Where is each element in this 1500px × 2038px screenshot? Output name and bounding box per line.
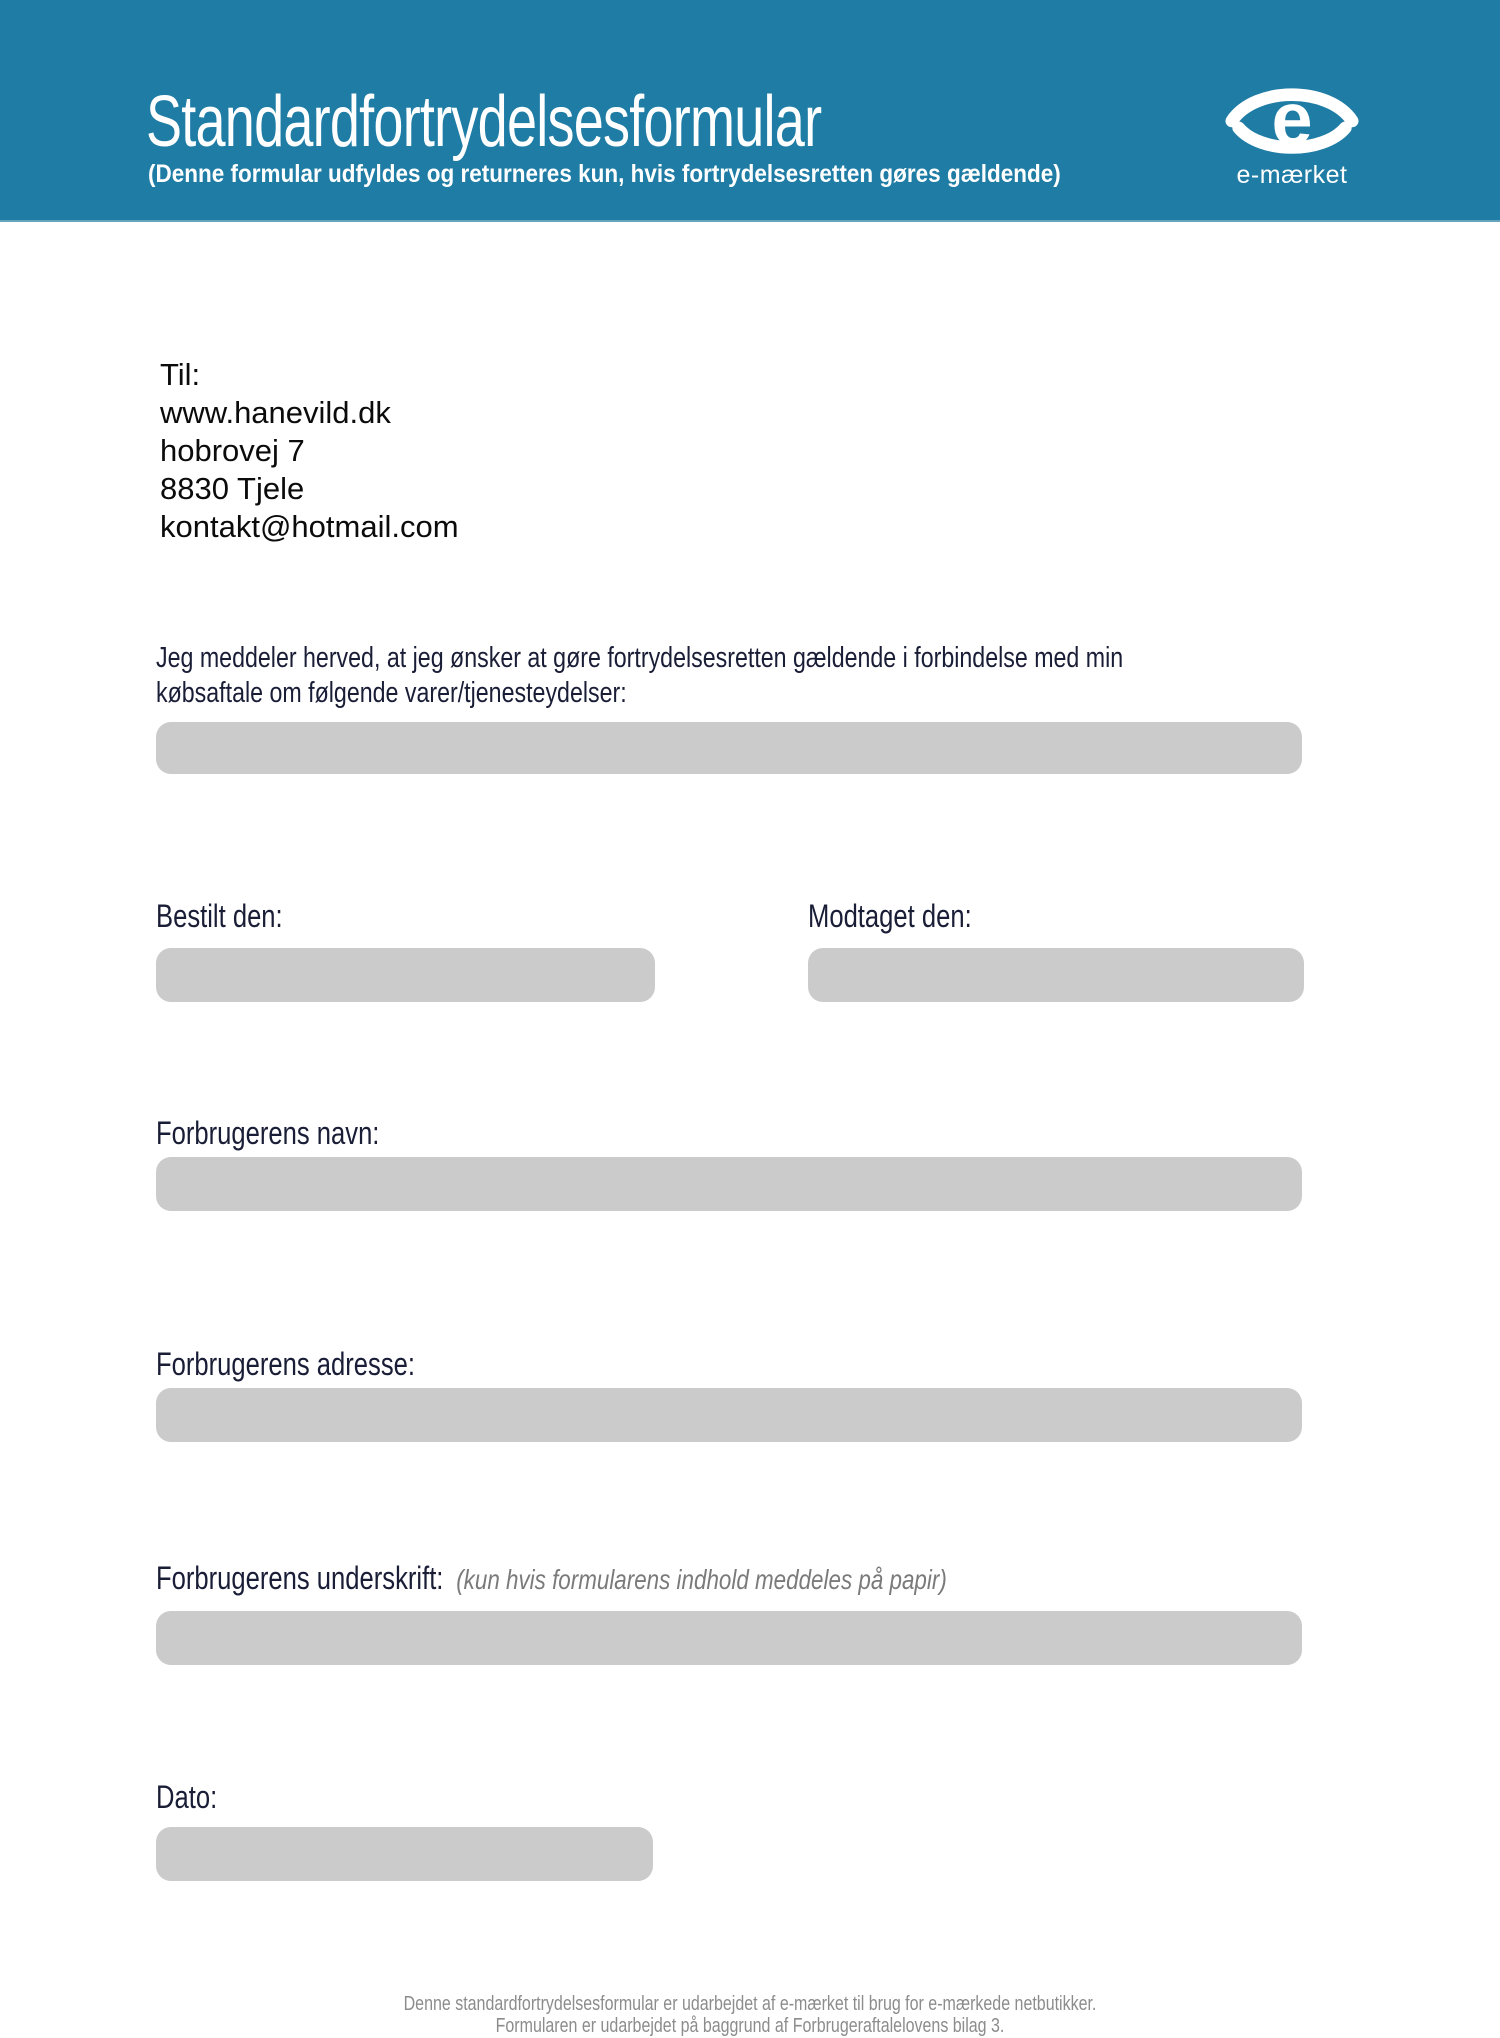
recipient-heading: Til: bbox=[160, 357, 201, 392]
form-header bbox=[0, 0, 1500, 222]
shop-url: www.hanevild.dk bbox=[160, 395, 391, 430]
items-input-field[interactable] bbox=[156, 722, 1302, 774]
shop-street: hobrovej 7 bbox=[160, 433, 305, 468]
intro-line-2: købsaftale om følgende varer/tjenesteydelser: bbox=[156, 677, 627, 709]
emaerket-logo bbox=[1222, 78, 1362, 188]
form-subtitle: (Denne formular udfyldes og returneres kun, hvis fortrydelsesretten gøres gældende) bbox=[148, 160, 1061, 188]
intro-paragraph bbox=[156, 641, 1123, 711]
ordered-date-input-field[interactable] bbox=[156, 948, 655, 1002]
form-footer bbox=[0, 1993, 1500, 2037]
emaerket-letter-e: e bbox=[1271, 78, 1313, 160]
signature-label-row bbox=[156, 1560, 947, 1598]
footer-line-2: Formularen er udarbejdet på baggrund af Forbrugeraftalelovens bilag 3. bbox=[495, 2015, 1005, 2037]
signature-paper-note: (kun hvis formularens indhold meddeles på papir) bbox=[456, 1564, 947, 1595]
consumer-address-label: Forbrugerens adresse: bbox=[156, 1346, 415, 1382]
date-input-field[interactable] bbox=[156, 1827, 653, 1881]
consumer-address-input-field[interactable] bbox=[156, 1388, 1302, 1442]
footer-line-1: Denne standardfortrydelsesformular er udarbejdet af e-mærket til brug for e-mærkede netbutikker. bbox=[403, 1993, 1097, 2015]
emaerket-eye-icon bbox=[1224, 78, 1360, 160]
date-label: Dato: bbox=[156, 1779, 218, 1815]
consumer-name-label: Forbrugerens navn: bbox=[156, 1115, 380, 1151]
consumer-name-input-field[interactable] bbox=[156, 1157, 1302, 1211]
emaerket-wordmark: e-mærket bbox=[1236, 161, 1348, 189]
consumer-signature-label: Forbrugerens underskrift: bbox=[156, 1560, 444, 1596]
received-date-input-field[interactable] bbox=[808, 948, 1304, 1002]
received-date-label: Modtaget den: bbox=[808, 898, 972, 934]
ordered-date-label: Bestilt den: bbox=[156, 898, 283, 934]
intro-line-1: Jeg meddeler herved, at jeg ønsker at gøre fortrydelsesretten gældende i forbindelse med min bbox=[156, 642, 1124, 674]
recipient-block bbox=[160, 356, 459, 546]
page-title: Standardfortrydelsesformular bbox=[146, 82, 822, 162]
shop-city: 8830 Tjele bbox=[160, 471, 305, 506]
consumer-signature-input-field[interactable] bbox=[156, 1611, 1302, 1665]
shop-email: kontakt@hotmail.com bbox=[160, 509, 459, 544]
